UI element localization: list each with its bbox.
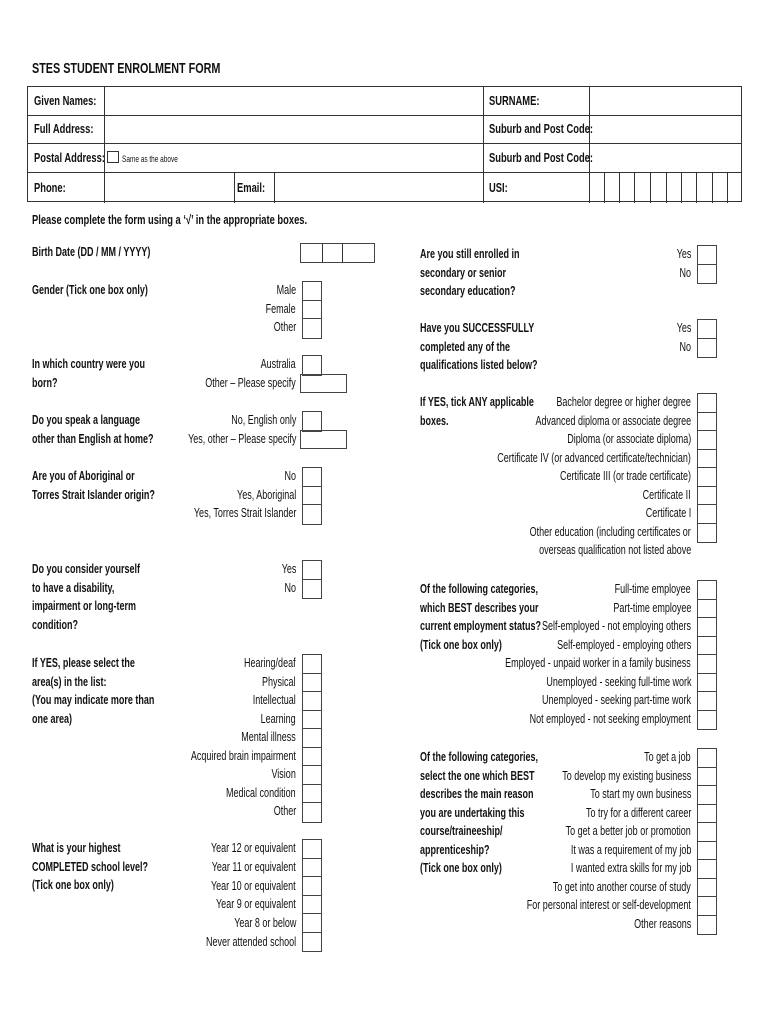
disability-area-option: Learning — [260, 711, 296, 726]
enrolled-checkboxes[interactable] — [697, 245, 717, 284]
disability-area-checkboxes[interactable] — [302, 654, 322, 823]
birth-date-label: Birth Date (DD / MM / YYYY) — [32, 245, 151, 259]
completed-option-no: No — [679, 339, 691, 354]
reason-checkboxes[interactable] — [697, 748, 717, 935]
enrolled-option-yes: Yes — [676, 247, 691, 261]
gender-option-male: Male — [276, 283, 296, 297]
given-names-field[interactable] — [106, 89, 481, 114]
disability-area-option: Intellectual — [252, 693, 296, 707]
phone-label: Phone: — [34, 180, 66, 195]
language-specify-field[interactable] — [300, 430, 347, 449]
suburb-postcode-label-1: Suburb and Post Code: — [489, 121, 594, 136]
employment-option: Self-employed - employing others — [556, 637, 691, 652]
qualification-option: Diploma (or associate diploma) — [566, 432, 691, 446]
gender-option-other: Other — [273, 320, 296, 334]
school-level-option: Year 12 or equivalent — [211, 841, 296, 855]
qualifications-question: If YES, tick ANY applicable boxes. — [420, 395, 534, 428]
usi-label: USI: — [489, 180, 508, 195]
birth-date-field[interactable] — [300, 243, 375, 263]
reason-option: To get into another course of study — [552, 879, 691, 894]
employment-option: Employed - unpaid worker in a family business — [505, 656, 691, 670]
disability-area-option: Vision — [271, 767, 296, 781]
gender-question: Gender (Tick one box only) — [32, 283, 148, 297]
qualification-option: Certificate I — [645, 506, 691, 520]
qualification-option: Certificate II — [642, 487, 691, 502]
reason-option: It was a requirement of my job — [570, 842, 691, 857]
employment-option: Self-employed - not employing others — [541, 619, 691, 633]
aboriginal-checkboxes[interactable] — [302, 467, 322, 525]
language-question: Do you speak a language other than English at home? — [32, 413, 154, 446]
disability-area-option: Other — [273, 804, 296, 818]
qualification-checkboxes[interactable] — [697, 393, 717, 543]
instruction-text: Please complete the form using a ‘√’ in the appropriate boxes. — [32, 212, 308, 227]
employment-option: Full-time employee — [614, 582, 691, 596]
employment-option: Not employed - not seeking employment — [529, 711, 691, 726]
disability-checkboxes[interactable] — [302, 560, 322, 599]
gender-option-female: Female — [265, 301, 296, 316]
given-names-label: Given Names: — [34, 93, 97, 108]
employment-option: Unemployed - seeking full-time work — [545, 674, 691, 689]
school-level-option: Year 8 or below — [233, 916, 296, 931]
aboriginal-question: Are you of Aboriginal or Torres Strait Islander origin? — [32, 469, 155, 502]
disability-area-option: Medical condition — [226, 785, 296, 800]
gender-checkboxes[interactable] — [302, 281, 322, 339]
school-level-checkboxes[interactable] — [302, 839, 322, 952]
enrolled-question: Are you still enrolled in secondary or senior secondary education? — [420, 247, 520, 298]
completed-question: Have you SUCCESSFULLY completed any of the qualifications listed below? — [420, 321, 538, 372]
employment-option: Unemployed - seeking part-time work — [541, 693, 691, 707]
disability-area-option: Mental illness — [241, 730, 296, 744]
school-level-option: Year 11 or equivalent — [211, 859, 296, 874]
disability-area-question: If YES, please select the area(s) in the list: (You may indicate more than one area) — [32, 656, 155, 726]
suburb-postcode-field-2[interactable] — [591, 145, 741, 171]
email-label: Email: — [237, 180, 266, 195]
surname-label: SURNAME: — [489, 93, 540, 108]
reason-option: For personal interest or self-development — [526, 898, 691, 912]
country-option-other: Other – Please specify — [205, 375, 296, 390]
same-as-above-label: Same as the above — [122, 154, 178, 164]
reason-option: To get a job — [644, 750, 691, 764]
country-option-australia: Australia — [260, 357, 296, 371]
disability-question: Do you consider yourself to have a disability, impairment or long-term condition? — [32, 562, 141, 632]
disability-area-option: Hearing/deaf — [244, 656, 296, 670]
full-address-label: Full Address: — [34, 121, 94, 136]
reason-option: To start my own business — [589, 787, 691, 801]
employment-option: Part-time employee — [612, 600, 691, 615]
country-specify-field[interactable] — [300, 374, 347, 393]
disability-option-yes: Yes — [281, 562, 296, 576]
full-address-field[interactable] — [106, 117, 481, 142]
reason-option: To develop my existing business — [561, 768, 691, 783]
qualification-option: Bachelor degree or higher degree — [556, 395, 691, 409]
same-as-above-checkbox[interactable] — [107, 151, 119, 163]
language-option-other: Yes, other – Please specify — [187, 431, 296, 446]
phone-field[interactable] — [106, 174, 233, 201]
qualification-option: Certificate IV (or advanced certificate/technician) — [497, 450, 691, 465]
reason-option: I wanted extra skills for my job — [570, 861, 691, 875]
personal-details-table — [27, 86, 742, 202]
language-option-english: No, English only — [230, 413, 296, 427]
country-checkbox[interactable] — [302, 355, 322, 376]
aboriginal-option-tsi: Yes, Torres Strait Islander — [193, 506, 296, 520]
country-question: In which country were you born? — [32, 357, 146, 390]
school-level-question: What is your highest COMPLETED school level? (Tick one box only) — [32, 841, 149, 892]
usi-field[interactable] — [591, 174, 741, 201]
surname-field[interactable] — [591, 89, 741, 114]
enrolled-option-no: No — [679, 265, 691, 280]
aboriginal-option-no: No — [284, 469, 296, 483]
email-field[interactable] — [276, 174, 482, 201]
postal-address-label: Postal Address: — [34, 150, 105, 165]
completed-checkboxes[interactable] — [697, 319, 717, 358]
reason-option: To get a better job or promotion — [565, 824, 691, 838]
disability-area-option: Physical — [262, 674, 296, 689]
qualification-option: overseas qualification not listed above — [538, 543, 691, 557]
school-level-option: Year 10 or equivalent — [211, 878, 296, 893]
reason-question: Of the following categories, select the one which BEST describes the main reason you are undertaking this course/traineeship/ apprenticeship? (Tick one box only) — [420, 750, 539, 875]
completed-option-yes: Yes — [676, 321, 691, 335]
form-title: STES STUDENT ENROLMENT FORM — [32, 60, 221, 77]
reason-option: To try for a different career — [585, 805, 691, 820]
qualification-option: Other education (including certificates or — [529, 524, 691, 539]
qualification-option: Certificate III (or trade certificate) — [559, 469, 691, 483]
qualification-option: Advanced diploma or associate degree — [535, 413, 691, 428]
school-level-option: Never attended school — [205, 935, 296, 949]
reason-option: Other reasons — [633, 916, 691, 931]
disability-area-option: Acquired brain impairment — [190, 748, 296, 763]
disability-option-no: No — [284, 580, 296, 595]
employment-checkboxes[interactable] — [697, 580, 717, 730]
suburb-postcode-label-2: Suburb and Post Code: — [489, 150, 594, 165]
suburb-postcode-field-1[interactable] — [591, 117, 741, 142]
aboriginal-option-aboriginal: Yes, Aboriginal — [236, 487, 296, 502]
employment-question: Of the following categories, which BEST describes your current employment status? (Tick one box only) — [420, 582, 542, 652]
school-level-option: Year 9 or equivalent — [216, 897, 296, 912]
language-checkbox[interactable] — [302, 411, 322, 432]
